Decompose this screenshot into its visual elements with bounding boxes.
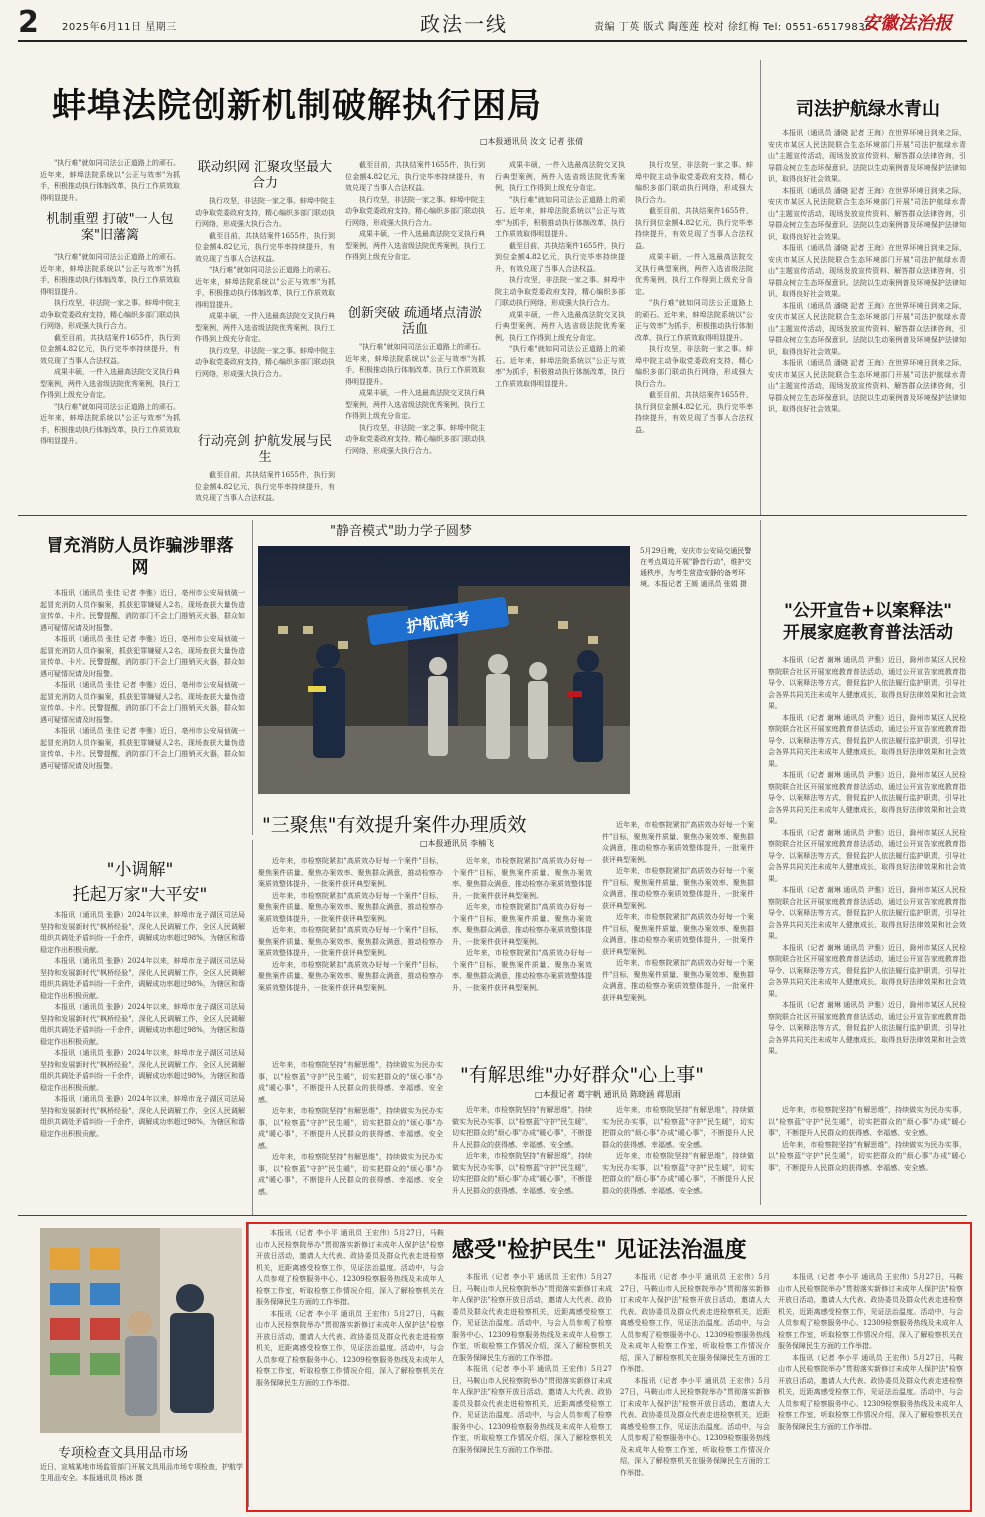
market-caption-title: 专项检查文具用品市场 xyxy=(58,1446,189,1461)
family-headline-1: "公开宣告+以案释法" xyxy=(784,601,952,621)
youjie-headline: "有解思维"办好群众"心上事" xyxy=(460,1064,704,1086)
market-photo xyxy=(40,1228,242,1433)
three-focus-byline: □本报通讯员 李楠飞 xyxy=(420,839,495,848)
column-divider xyxy=(252,840,253,1215)
youjie-col1: 近年来，市检察院坚持"有解思维"，持续做实为民办实事，以"检察蓝"守护"民生暖"，切实把群众的"烦心事"办成"暖心事"，不断提升人民群众的获得感、幸福感、安全感。 近年来，市检察院坚持"有解思维"，持续做实为民办实事，以"检察蓝"守护"民生暖"，切实把群众的"烦心事"办成"暖心事"，不断提升人民群众的获得感、幸福感、安全感。 近年来，市检察院坚持"有解思维"，持续做实为民办实事，以"检察蓝"守护"民生暖"，切实把群众的"烦心事"办成"暖心事"，不断提升人民群众的获得感、幸福感、安全感。 xyxy=(258,1061,443,1196)
lead-col4-text: 成果丰硕，一件入选最高法院交叉执行典型案例，两件入选省级法院优秀案例，执行工作得到上级充分肯定。 "执行难"就如同司法公正道路上的顽石。近年来，蚌埠法院系统以"公正与效率"为抓手，积极推动执行体制改革，执行工作质效取得明显提升。 截至目前，共执结案件1655件，执行到位金额4.82亿元，执行完毕率持续提升，有效兑现了当事人合法权益。 执行攻坚，非法院一家之事。蚌埠中院主动争取党委政府支持，精心编织多部门联动执行网络，形成强大执行合力。 成果丰硕，一件入选最高法院交叉执行典型案例，两件入选省级法院优秀案例，执行工作得到上级充分肯定。 "执行难"就如同司法公正道路上的顽石。近年来，蚌埠法院系统以"公正与效率"为抓手，积极推动执行体制改革，执行工作质效取得明显提升。 xyxy=(495,161,625,388)
featured-col1: 本报讯（记者 李小平 通讯员 王宏伟）5月27日，马鞍山市人民检察院举办"贯彻落实新修订未成年人保护法"检察开放日活动，邀请人大代表、政协委员及群众代表走进检察机关，近距离感受检察工作，见证法治温度。活动中，与会人员参观了检察服务中心、12309检察服务热线及未成年人检察工作室，听取检察工作情况介绍，深入了解检察机关在服务保障民生方面的工作举措。 本报讯（记者 李小平 通讯员 王宏伟）5月27日，马鞍山市人民检察院举办"贯彻落实新修订未成年人保护法"检察开放日活动，邀请人大代表、政协委员及群众代表走进检察机关，近距离感受检察工作，见证法治温度。活动中，与会人员参观了检察服务中心、12309检察服务热线及未成年人检察工作室，听取检察工作情况介绍，深入了解检察机关在服务保障民生方面的工作举措。 xyxy=(256,1229,444,1387)
youjie-col3: 近年来，市检察院坚持"有解思维"，持续做实为民办实事，以"检察蓝"守护"民生暖"，切实把群众的"烦心事"办成"暖心事"，不断提升人民群众的获得感、幸福感、安全感。 近年来，市检察院坚持"有解思维"，持续做实为民办实事，以"检察蓝"守护"民生暖"，切实把群众的"烦心事"办成"暖心事"，不断提升人民群众的获得感、幸福感、安全感。 xyxy=(602,1106,754,1195)
photo-caption: 5月29日晚，安庆市公安局交通民警在考点周边开展"静音行动"，维护交通秩序，为考生营造安静的备考环境。本报记者 王媛 通讯员 张娟 摄 xyxy=(640,547,752,588)
lead-col3b-text: "执行难"就如同司法公正道路上的顽石。近年来，蚌埠法院系统以"公正与效率"为抓手，积极推动执行体制改革，执行工作质效取得明显提升。 成果丰硕，一件入选最高法院交叉执行典型案例，两件入选省级法院优秀案例，执行工作得到上级充分肯定。 执行攻坚，非法院一家之事。蚌埠中院主动争取党委政府支持，精心编织多部门联动执行网络，形成强大执行合力。 xyxy=(345,343,485,455)
fraud-headline: 冒充消防人员诈骗涉罪落网 xyxy=(46,536,234,578)
lead-col2-text: 执行攻坚，非法院一家之事。蚌埠中院主动争取党委政府支持，精心编织多部门联动执行网络，形成强大执行合力。 截至目前，共执结案件1655件，执行到位金额4.82亿元，执行完毕率持续提升，有效兑现了当事人合法权益。 "执行难"就如同司法公正道路上的顽石。近年来，蚌埠法院系统以"公正与效率"为抓手，积极推动执行体制改革，执行工作质效取得明显提升。 成果丰硕，一件入选最高法院交叉执行典型案例，两件入选省级法院优秀案例，执行工作得到上级充分肯定。 执行攻坚，非法院一家之事。蚌埠中院主动争取党委政府支持，精心编织多部门联动执行网络，形成强大执行合力。 xyxy=(195,197,335,378)
banner-text: 护航高考 xyxy=(405,608,472,637)
family-headline-2: 开展家庭教育普法活动 xyxy=(783,623,953,643)
police-photo xyxy=(258,546,630,794)
mediation-text: 本报讯（通讯员 张静）2024年以来，蚌埠市龙子湖区司法局坚持和发展新时代"枫桥经验"，深化人民调解工作，全区人民调解组织共调处矛盾纠纷一千余件，调解成功率超过98%，为辖区和谐稳定作出积极贡献。 本报讯（通讯员 张静）2024年以来，蚌埠市龙子湖区司法局坚持和发展新时代"枫桥经验"，深化人民调解工作，全区人民调解组织共调处矛盾纠纷一千余件，调解成功率超过98%，为辖区和谐稳定作出积极贡献。 本报讯（通讯员 张静）2024年以来，蚌埠市龙子湖区司法局坚持和发展新时代"枫桥经验"，深化人民调解工作，全区人民调解组织共调处矛盾纠纷一千余件，调解成功率超过98%，为辖区和谐稳定作出积极贡献。 本报讯（通讯员 张静）2024年以来，蚌埠市龙子湖区司法局坚持和发展新时代"枫桥经验"，深化人民调解工作，全区人民调解组织共调处矛盾纠纷一千余件，调解成功率超过98%，为辖区和谐稳定作出积极贡献。 本报讯（通讯员 张静）2024年以来，蚌埠市龙子湖区司法局坚持和发展新时代"枫桥经验"，深化人民调解工作，全区人民调解组织共调处矛盾纠纷一千余件，调解成功率超过98%，为辖区和谐稳定作出积极贡献。 xyxy=(40,911,245,1138)
youjie-col2: 近年来，市检察院坚持"有解思维"，持续做实为民办实事，以"检察蓝"守护"民生暖"，切实把群众的"烦心事"办成"暖心事"，不断提升人民群众的获得感、幸福感、安全感。 近年来，市检察院坚持"有解思维"，持续做实为民办实事，以"检察蓝"守护"民生暖"，切实把群众的"烦心事"办成"暖心事"，不断提升人民群众的获得感、幸福感、安全感。 xyxy=(452,1106,592,1195)
ecology-text: 本报讯（通讯员 潘晓 記者 王海）在世界环境日到来之际，安庆市某区人民法院联合生态环境部门开展"司法护航绿水青山"主题宣传活动，现场发放宣传资料、解答群众法律咨询，引导群众树立生态环保意识。法院以生动案例普及环境保护法律知识，取得良好社会效果。 本报讯（通讯员 潘晓 記者 王海）在世界环境日到来之际，安庆市某区人民法院联合生态环境部门开展"司法护航绿水青山"主题宣传活动，现场发放宣传资料、解答群众法律咨询，引导群众树立生态环保意识。法院以生动案例普及环境保护法律知识，取得良好社会效果。 本报讯（通讯员 潘晓 記者 王海）在世界环境日到来之际，安庆市某区人民法院联合生态环境部门开展"司法护航绿水青山"主题宣传活动，现场发放宣传资料、解答群众法律咨询，引导群众树立生态环保意识。法院以生动案例普及环境保护法律知识，取得良好社会效果。 本报讯（通讯员 潘晓 記者 王海）在世界环境日到来之际，安庆市某区人民法院联合生态环境部门开展"司法护航绿水青山"主题宣传活动，现场发放宣传资料、解答群众法律咨询，引导群众树立生态环保意识。法院以生动案例普及环境保护法律知识，取得良好社会效果。 本报讯（通讯员 潘晓 記者 王海）在世界环境日到来之际，安庆市某区人民法院联合生态环境部门开展"司法护航绿水青山"主题宣传活动，现场发放宣传资料、解答群众法律咨询，引导群众树立生态环保意识。法院以生动案例普及环境保护法律知识，取得良好社会效果。 xyxy=(768,129,966,413)
issue-date: 2025年6月11日 星期三 xyxy=(62,22,177,33)
lead-subhead-4: 创新突破 疏通堵点清淤活血 xyxy=(347,306,483,337)
family-text: 本报讯（记者 谢琳 通讯员 尹雅）近日，滁州市某区人民检察院联合社区开展家庭教育普法活动，通过公开宣告家庭教育指导令、以案释法等方式，督促监护人依法履行监护职责，引导社会各界共同关注未成年人健康成长，取得良好法律效果和社会效果。 本报讯（记者 谢琳 通讯员 尹雅）近日，滁州市某区人民检察院联合社区开展家庭教育普法活动，通过公开宣告家庭教育指导令、以案释法等方式，督促监护人依法履行监护职责，引导社会各界共同关注未成年人健康成长，取得良好法律效果和社会效果。 本报讯（记者 谢琳 通讯员 尹雅）近日，滁州市某区人民检察院联合社区开展家庭教育普法活动，通过公开宣告家庭教育指导令、以案释法等方式，督促监护人依法履行监护职责，引导社会各界共同关注未成年人健康成长，取得良好法律效果和社会效果。 本报讯（记者 谢琳 通讯员 尹雅）近日，滁州市某区人民检察院联合社区开展家庭教育普法活动，通过公开宣告家庭教育指导令、以案释法等方式，督促监护人依法履行监护职责，引导社会各界共同关注未成年人健康成长，取得良好法律效果和社会效果。 本报讯（记者 谢琳 通讯员 尹雅）近日，滁州市某区人民检察院联合社区开展家庭教育普法活动，通过公开宣告家庭教育指导令、以案释法等方式，督促监护人依法履行监护职责，引导社会各界共同关注未成年人健康成长，取得良好法律效果和社会效果。 本报讯（记者 谢琳 通讯员 尹雅）近日，滁州市某区人民检察院联合社区开展家庭教育普法活动，通过公开宣告家庭教育指导令、以案释法等方式，督促监护人依法履行监护职责，引导社会各界共同关注未成年人健康成长，取得良好法律效果和社会效果。 本报讯（记者 谢琳 通讯员 尹雅）近日，滁州市某区人民检察院联合社区开展家庭教育普法活动，通过公开宣告家庭教育指导令、以案释法等方式，督促监护人依法履行监护职责，引导社会各界共同关注未成年人健康成长，取得良好法律效果和社会效果。 xyxy=(768,656,966,1055)
ecology-headline: 司法护航绿水青山 xyxy=(796,99,940,120)
three-focus-col2: 近年来，市检察院紧扣"高质效办好每一个案件"目标，聚焦案件质量、聚焦办案效率、聚焦群众满意，推动检察办案质效整体提升，一批案件获评典型案例。 近年来，市检察院紧扣"高质效办好每一个案件"目标，聚焦案件质量、聚焦办案效率、聚焦群众满意，推动检察办案质效整体提升，一批案件获评典型案例。 近年来，市检察院紧扣"高质效办好每一个案件"目标，聚焦案件质量、聚焦办案效率、聚焦群众满意，推动检察办案质效整体提升，一批案件获评典型案例。 xyxy=(452,857,592,992)
three-focus-col1: 近年来，市检察院紧扣"高质效办好每一个案件"目标，聚焦案件质量、聚焦办案效率、聚焦群众满意，推动检察办案质效整体提升，一批案件获评典型案例。 近年来，市检察院紧扣"高质效办好每一个案件"目标，聚焦案件质量、聚焦办案效率、聚焦群众满意，推动检察办案质效整体提升，一批案件获评典型案例。 近年来，市检察院紧扣"高质效办好每一个案件"目标，聚焦案件质量、聚焦办案效率、聚焦群众满意，推动检察办案质效整体提升，一批案件获评典型案例。 近年来，市检察院紧扣"高质效办好每一个案件"目标，聚焦案件质量、聚焦办案效率、聚焦群众满意，推动检察办案质效整体提升，一批案件获评典型案例。 xyxy=(258,857,443,992)
lead-col3-text: 截至目前，共执结案件1655件，执行到位金额4.82亿元，执行完毕率持续提升，有效兑现了当事人合法权益。 执行攻坚，非法院一家之事。蚌埠中院主动争取党委政府支持，精心编织多部门联动执行网络，形成强大执行合力。 成果丰硕，一件入选最高法院交叉执行典型案例，两件入选省级法院优秀案例，执行工作得到上级充分肯定。 xyxy=(345,161,485,261)
row-divider xyxy=(18,1215,967,1216)
row-divider xyxy=(18,515,967,516)
featured-col4: 本报讯（记者 李小平 通讯员 王宏伟）5月27日，马鞍山市人民检察院举办"贯彻落实新修订未成年人保护法"检察开放日活动，邀请人大代表、政协委员及群众代表走进检察机关，近距离感受检察工作，见证法治温度。活动中，与会人员参观了检察服务中心、12309检察服务热线及未成年人检察工作室，听取检察工作情况介绍，深入了解检察机关在服务保障民生方面的工作举措。 本报讯（记者 李小平 通讯员 王宏伟）5月27日，马鞍山市人民检察院举办"贯彻落实新修订未成年人保护法"检察开放日活动，邀请人大代表、政协委员及群众代表走进检察机关，近距离感受检察工作，见证法治温度。活动中，与会人员参观了检察服务中心、12309检察服务热线及未成年人检察工作室，听取检察工作情况介绍，深入了解检察机关在服务保障民生方面的工作举措。 xyxy=(778,1273,963,1431)
market-caption: 近日，宣城某地市场监管部门开展文具用品市场专项检查，护航学生用品安全。本报通讯员 杨冰 摄 xyxy=(40,1463,243,1482)
youjie-byline: □本报记者 葛宇帆 通讯员 陈晓涵 蒋思雨 xyxy=(535,1090,681,1099)
header-rule xyxy=(18,40,967,42)
section-title: 政法一线 xyxy=(420,12,508,36)
mediation-headline-2: 托起万家"大平安" xyxy=(72,885,208,905)
staff-credits: 责编 丁英 版式 陶莲莲 校对 徐红梅 Tel: 0551-65179836 xyxy=(594,22,872,33)
lead-col1-text: "执行难"就如同司法公正道路上的顽石。近年来，蚌埠法院系统以"公正与效率"为抓手，积极推动执行体制改革，执行工作质效取得明显提升。 执行攻坚，非法院一家之事。蚌埠中院主动争取党委政府支持，精心编织多部门联动执行网络，形成强大执行合力。 截至目前，共执结案件1655件，执行到位金额4.82亿元，执行完毕率持续提升，有效兑现了当事人合法权益。 成果丰硕，一件入选最高法院交叉执行典型案例，两件入选省级法院优秀案例，执行工作得到上级充分肯定。 "执行难"就如同司法公正道路上的顽石。近年来，蚌埠法院系统以"公正与效率"为抓手，积极推动执行体制改革，执行工作质效取得明显提升。 xyxy=(40,253,180,445)
mediation-headline-1: "小调解" xyxy=(106,860,174,880)
lead-col5-text: 执行攻坚，非法院一家之事。蚌埠中院主动争取党委政府支持，精心编织多部门联动执行网络，形成强大执行合力。 截至目前，共执结案件1655件，执行到位金额4.82亿元，执行完毕率持续提升，有效兑现了当事人合法权益。 成果丰硕，一件入选最高法院交叉执行典型案例，两件入选省级法院优秀案例，执行工作得到上级充分肯定。 "执行难"就如同司法公正道路上的顽石。近年来，蚌埠法院系统以"公正与效率"为抓手，积极推动执行体制改革，执行工作质效取得明显提升。 执行攻坚，非法院一家之事。蚌埠中院主动争取党委政府支持，精心编织多部门联动执行网络，形成强大执行合力。 截至目前，共执结案件1655件，执行到位金额4.82亿元，执行完毕率持续提升，有效兑现了当事人合法权益。 xyxy=(635,161,753,434)
featured-headline: 感受"检护民生" 见证法治温度 xyxy=(452,1238,747,1263)
column-divider xyxy=(760,520,761,835)
fraud-text: 本报讯（通讯员 张佳 记者 李雅）近日，亳州市公安局侦破一起冒充消防人员诈骗案，抓获犯罪嫌疑人2名，现场查获大量伪造宣传单、卡片。民警提醒，消防部门不会上门推销灭火器，群众如遇可疑情况请及时报警。 本报讯（通讯员 张佳 记者 李雅）近日，亳州市公安局侦破一起冒充消防人员诈骗案，抓获犯罪嫌疑人2名，现场查获大量伪造宣传单、卡片。民警提醒，消防部门不会上门推销灭火器，群众如遇可疑情况请及时报警。 本报讯（通讯员 张佳 记者 李雅）近日，亳州市公安局侦破一起冒充消防人员诈骗案，抓获犯罪嫌疑人2名，现场查获大量伪造宣传单、卡片。民警提醒，消防部门不会上门推销灭火器，群众如遇可疑情况请及时报警。 本报讯（通讯员 张佳 记者 李雅）近日，亳州市公安局侦破一起冒充消防人员诈骗案，抓获犯罪嫌疑人2名，现场查获大量伪造宣传单、卡片。民警提醒，消防部门不会上门推销灭火器，群众如遇可疑情况请及时报警。 xyxy=(40,589,245,770)
newspaper-brand: 安徽法治报 xyxy=(862,13,952,34)
photo-title: "静音模式"助力学子圆梦 xyxy=(330,524,472,539)
lead-col1: "执行难"就如同司法公正道路上的顽石。近年来，蚌埠法院系统以"公正与效率"为抓手，积极推动执行体制改革，执行工作质效取得明显提升。 xyxy=(40,159,180,202)
three-focus-headline: "三聚焦"有效提升案件办理质效 xyxy=(262,814,527,836)
three-focus-col3: 近年来，市检察院紧扣"高质效办好每一个案件"目标，聚焦案件质量、聚焦办案效率、聚焦群众满意，推动检察办案质效整体提升，一批案件获评典型案例。 近年来，市检察院紧扣"高质效办好每一个案件"目标，聚焦案件质量、聚焦办案效率、聚焦群众满意，推动检察办案质效整体提升，一批案件获评典型案例。 近年来，市检察院紧扣"高质效办好每一个案件"目标，聚焦案件质量、聚焦办案效率、聚焦群众满意，推动检察办案质效整体提升，一批案件获评典型案例。 近年来，市检察院紧扣"高质效办好每一个案件"目标，聚焦案件质量、聚焦办案效率、聚焦群众满意，推动检察办案质效整体提升，一批案件获评典型案例。 xyxy=(602,821,754,1002)
column-divider xyxy=(760,60,761,515)
youjie-col4: 近年来，市检察院坚持"有解思维"，持续做实为民办实事，以"检察蓝"守护"民生暖"，切实把群众的"烦心事"办成"暖心事"，不断提升人民群众的获得感、幸福感、安全感。 近年来，市检察院坚持"有解思维"，持续做实为民办实事，以"检察蓝"守护"民生暖"，切实把群众的"烦心事"办成"暖心事"，不断提升人民群众的获得感、幸福感、安全感。 xyxy=(768,1106,966,1172)
page-number: 2 xyxy=(18,5,39,40)
lead-byline: □本报通讯员 汝文 记者 张倩 xyxy=(480,137,584,146)
lead-subhead-2: 联动织网 汇聚攻坚最大合力 xyxy=(197,160,333,191)
featured-col3: 本报讯（记者 李小平 通讯员 王宏伟）5月27日，马鞍山市人民检察院举办"贯彻落实新修订未成年人保护法"检察开放日活动，邀请人大代表、政协委员及群众代表走进检察机关，近距离感受检察工作，见证法治温度。活动中，与会人员参观了检察服务中心、12309检察服务热线及未成年人检察工作室，听取检察工作情况介绍，深入了解检察机关在服务保障民生方面的工作举措。 本报讯（记者 李小平 通讯员 王宏伟）5月27日，马鞍山市人民检察院举办"贯彻落实新修订未成年人保护法"检察开放日活动，邀请人大代表、政协委员及群众代表走进检察机关，近距离感受检察工作，见证法治温度。活动中，与会人员参观了检察服务中心、12309检察服务热线及未成年人检察工作室，听取检察工作情况介绍，深入了解检察机关在服务保障民生方面的工作举措。 xyxy=(620,1273,770,1477)
lead-subhead-3: 行动亮剑 护航发展与民生 xyxy=(197,434,333,465)
lead-headline: 蚌埠法院创新机制破解执行困局 xyxy=(52,86,542,126)
column-divider xyxy=(760,835,761,1205)
lead-subhead-1: 机制重塑 打破"一人包案"旧藩篱 xyxy=(46,212,174,243)
column-divider xyxy=(252,520,253,835)
featured-col2: 本报讯（记者 李小平 通讯员 王宏伟）5月27日，马鞍山市人民检察院举办"贯彻落实新修订未成年人保护法"检察开放日活动，邀请人大代表、政协委员及群众代表走进检察机关，近距离感受检察工作，见证法治温度。活动中，与会人员参观了检察服务中心、12309检察服务热线及未成年人检察工作室，听取检察工作情况介绍，深入了解检察机关在服务保障民生方面的工作举措。 本报讯（记者 李小平 通讯员 王宏伟）5月27日，马鞍山市人民检察院举办"贯彻落实新修订未成年人保护法"检察开放日活动，邀请人大代表、政协委员及群众代表走进检察机关，近距离感受检察工作，见证法治温度。活动中，与会人员参观了检察服务中心、12309检察服务热线及未成年人检察工作室，听取检察工作情况介绍，深入了解检察机关在服务保障民生方面的工作举措。 xyxy=(452,1273,612,1454)
lead-col2b-text: 截至目前，共执结案件1655件，执行到位金额4.82亿元，执行完毕率持续提升，有效兑现了当事人合法权益。 xyxy=(195,471,335,502)
